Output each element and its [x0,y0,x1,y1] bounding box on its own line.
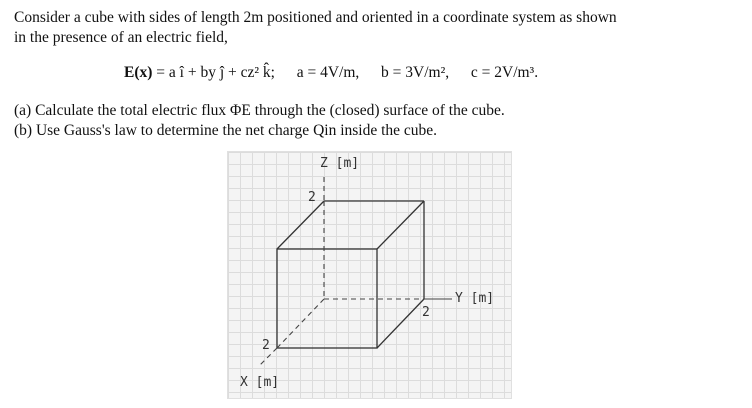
cube-drawing [228,152,511,398]
cube-figure [227,151,512,399]
equation-c: c = 2V/m³. [470,64,539,81]
equation-b: b = 3V/m², [381,64,450,81]
problem-parts [14,101,505,141]
cube-top-left-edge [277,201,324,249]
intro-line-1: Consider a cube with sides of length 2m positioned and oriented in a coordinate system as shown [14,9,617,26]
x-axis-label: X [m] [240,375,280,390]
cube-top-right-edge [377,201,424,249]
equation-a: a = 4V/m, [296,64,360,81]
z-axis-label: Z [m] [320,156,360,171]
part-a: (a) Calculate the total electric flux ΦE through the (closed) surface of the cube. [14,102,505,119]
part-b: (b) Use Gauss's law to determine the net charge Qin inside the cube. [14,122,438,139]
electric-field-equation [124,64,538,82]
equation-lhs: E(x) [124,64,153,81]
z-tick-label: 2 [308,190,316,205]
x-tick-label: 2 [262,338,270,353]
intro-line-2: in the presence of an electric field, [14,29,228,46]
y-axis-label: Y [m] [455,291,495,306]
y-tick-label: 2 [422,305,430,320]
equation-rhs: = a î + by ĵ + cz² k̂; [156,64,275,81]
cube-bottom-right-edge [377,299,424,348]
problem-intro [14,8,744,48]
x-axis-hidden [277,299,324,348]
